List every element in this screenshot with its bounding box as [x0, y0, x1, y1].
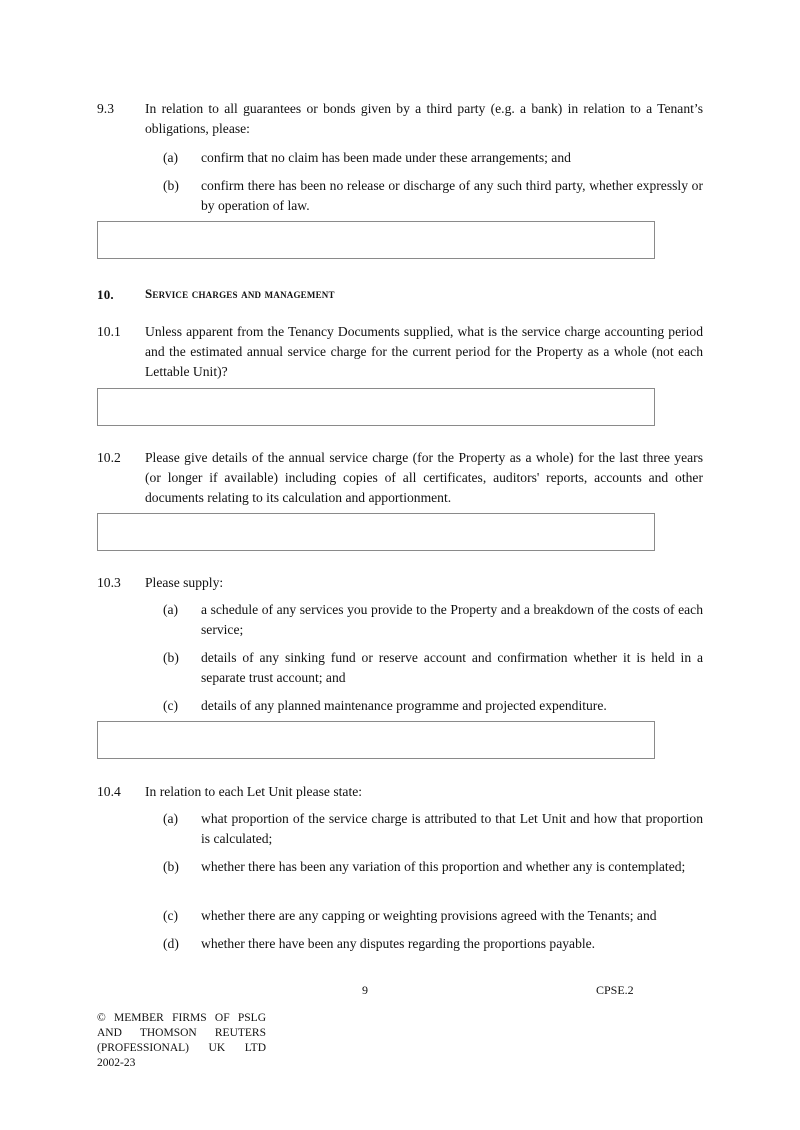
section-10-4-item-d-text: whether there have been any disputes regarding the proportions payable.	[201, 936, 596, 951]
copyright-line-3: (PROFESSIONAL) UK LTD	[97, 1042, 266, 1054]
section-10-3-number: 10.3	[97, 575, 121, 590]
section-10-1-number: 10.1	[97, 324, 121, 339]
section-9-3-item-b-label: (b)	[163, 178, 179, 193]
section-10-4-item-a-label: (a)	[163, 811, 179, 826]
section-10-number: 10.	[97, 287, 114, 302]
section-10-3-item-c-text: details of any planned maintenance programme and projected expenditure.	[201, 698, 607, 713]
section-10-4-item-c-label: (c)	[163, 908, 179, 923]
copyright-notice	[97, 1011, 266, 1071]
answer-box-10-1[interactable]	[97, 388, 655, 426]
copyright-line-4: 2002-23	[97, 1057, 136, 1069]
section-10-4-item-b-label: (b)	[163, 859, 179, 874]
section-10-2-number: 10.2	[97, 450, 121, 465]
section-9-3-item-a-label: (a)	[163, 150, 179, 165]
answer-box-10-3[interactable]	[97, 721, 655, 759]
form-code: CPSE.2	[596, 983, 634, 997]
section-10-1-text: Unless apparent from the Tenancy Documents supplied, what is the service charge accounting period and the estimated annual service charge for the current period for the Property as a whole (not each Lettable Unit)?	[145, 324, 703, 379]
section-9-3-item-b-text: confirm there has been no release or discharge of any such third party, whether expressly or by operation of law.	[201, 178, 703, 213]
section-10-4-text: In relation to each Let Unit please state:	[145, 784, 363, 799]
section-10-title: Service charges and management	[145, 286, 335, 301]
section-10-3-text: Please supply:	[145, 575, 224, 590]
section-9-3-text: In relation to all guarantees or bonds given by a third party (e.g. a bank) in relation to a Tenant’s obligations, please:	[145, 101, 703, 136]
section-9-3-number: 9.3	[97, 101, 114, 116]
section-10-4-number: 10.4	[97, 784, 121, 799]
section-10-4-item-b-text: whether there has been any variation of this proportion and whether any is contemplated;	[201, 859, 686, 874]
answer-box-10-2[interactable]	[97, 513, 655, 551]
answer-box-9-3[interactable]	[97, 221, 655, 259]
section-10-3-item-b-label: (b)	[163, 650, 179, 665]
section-9-3-item-a-text: confirm that no claim has been made under these arrangements; and	[201, 150, 571, 165]
section-10-3-item-b-text: details of any sinking fund or reserve account and confirmation whether it is held in a separate trust account; and	[201, 650, 703, 685]
section-10-3-item-a-text: a schedule of any services you provide to the Property and a breakdown of the costs of each service;	[201, 602, 703, 637]
section-10-3-item-c-label: (c)	[163, 698, 179, 713]
section-10-4-item-c-text: whether there are any capping or weighting provisions agreed with the Tenants; and	[201, 908, 657, 923]
copyright-line-2: AND THOMSON REUTERS	[97, 1027, 266, 1039]
section-10-4-item-d-label: (d)	[163, 936, 179, 951]
page-number: 9	[362, 983, 368, 997]
section-10-2-text: Please give details of the annual service charge (for the Property as a whole) for the last three years (or longer if available) including copies of all certificates, auditors' reports, accounts and other documents relating to its calculation and apportionment.	[145, 450, 703, 505]
section-10-4-item-a-text: what proportion of the service charge is attributed to that Let Unit and how that proportion is calculated;	[201, 811, 703, 846]
copyright-line-1: © MEMBER FIRMS OF PSLG	[97, 1012, 266, 1024]
section-10-3-item-a-label: (a)	[163, 602, 179, 617]
